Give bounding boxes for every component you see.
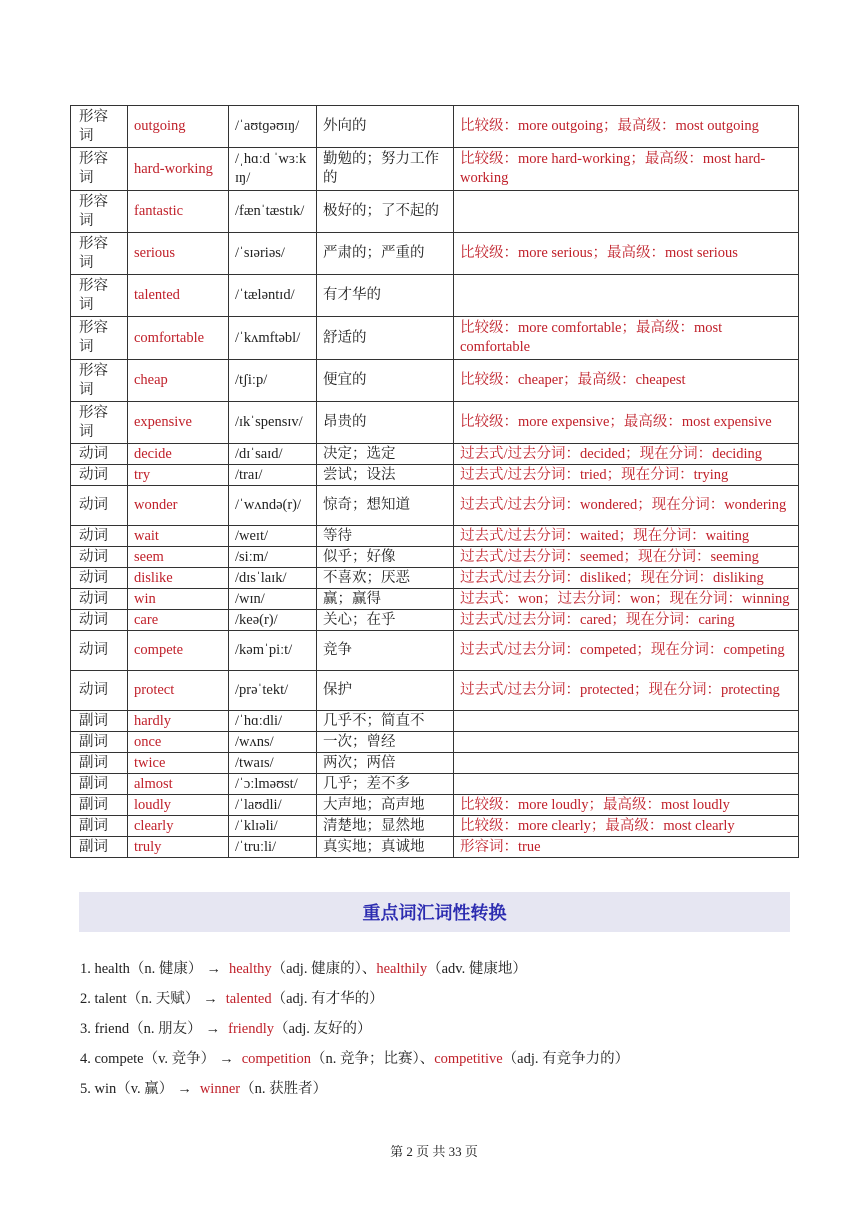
meaning-cell: 严肃的；严重的 (317, 233, 454, 275)
part-of-speech-cell: 形容词 (71, 191, 128, 233)
word-cell: outgoing (128, 106, 229, 148)
conversion-item (80, 988, 629, 1018)
word-cell: fantastic (128, 191, 229, 233)
form-note-cell (454, 275, 799, 317)
word-cell: clearly (128, 816, 229, 837)
table-row (71, 795, 799, 816)
arrow-icon: → (206, 961, 221, 977)
derived-gloss: （n. 获胜者） (240, 1081, 328, 1097)
arrow-icon: → (203, 991, 218, 1007)
part-of-speech-cell: 动词 (71, 610, 128, 631)
derived-word: competition (241, 1051, 311, 1067)
phonetic-cell: /prəˈtekt/ (229, 671, 317, 711)
word-cell: loudly (128, 795, 229, 816)
base-word: 1. health（n. 健康） (80, 961, 203, 977)
conversion-item (80, 1018, 629, 1048)
page-footer: 第 2 页 共 33 页 (390, 1144, 478, 1159)
form-note-cell: 过去式：won；过去分词：won；现在分词：winning (454, 589, 799, 610)
word-cell: talented (128, 275, 229, 317)
derived-gloss: （adj. 有才华的） (271, 991, 384, 1007)
derived-word: winner (199, 1081, 241, 1097)
meaning-cell: 等待 (317, 526, 454, 547)
separator: 、 (419, 1051, 435, 1067)
form-note-cell: 比较级：more serious；最高级：most serious (454, 233, 799, 275)
form-note-cell (454, 774, 799, 795)
table-row (71, 732, 799, 753)
base-word: 4. compete（v. 竞争） (80, 1051, 216, 1067)
part-of-speech-cell: 副词 (71, 774, 128, 795)
part-of-speech-cell: 副词 (71, 732, 128, 753)
meaning-cell: 清楚地；显然地 (317, 816, 454, 837)
word-conversion-list (80, 958, 629, 1108)
derived-gloss: （adj. 健康的） (271, 961, 362, 977)
arrow-icon: → (177, 1081, 192, 1097)
phonetic-cell: /wʌns/ (229, 732, 317, 753)
phonetic-cell: /ˈaʊtɡəʊɪŋ/ (229, 106, 317, 148)
part-of-speech-cell: 形容词 (71, 360, 128, 402)
phonetic-cell: /wɪn/ (229, 589, 317, 610)
form-note-cell: 过去式/过去分词：tried；现在分词：trying (454, 465, 799, 486)
phonetic-cell: /tʃiːp/ (229, 360, 317, 402)
form-note-cell (454, 753, 799, 774)
word-cell: expensive (128, 402, 229, 444)
part-of-speech-cell: 副词 (71, 753, 128, 774)
table-row (71, 233, 799, 275)
table-row (71, 106, 799, 148)
part-of-speech-cell: 副词 (71, 711, 128, 732)
section-title: 重点词汇词性转换 (362, 903, 507, 924)
form-note-cell: 比较级：more comfortable；最高级：most comfortable (454, 317, 799, 360)
arrow-icon: → (219, 1051, 234, 1067)
word-cell: once (128, 732, 229, 753)
phonetic-cell: /ˈlaʊdli/ (229, 795, 317, 816)
base-word: 2. talent（n. 天赋） (80, 991, 200, 1007)
part-of-speech-cell: 动词 (71, 589, 128, 610)
form-note-cell (454, 732, 799, 753)
part-of-speech-cell: 动词 (71, 465, 128, 486)
phonetic-cell: /fænˈtæstɪk/ (229, 191, 317, 233)
meaning-cell: 两次；两倍 (317, 753, 454, 774)
part-of-speech-cell: 副词 (71, 816, 128, 837)
derived-word: talented (225, 991, 272, 1007)
phonetic-cell: /dɪˈsaɪd/ (229, 444, 317, 465)
phonetic-cell: /ˈklɪəli/ (229, 816, 317, 837)
part-of-speech-cell: 形容词 (71, 233, 128, 275)
arrow-icon: → (205, 1021, 221, 1037)
word-cell: truly (128, 837, 229, 858)
table-row (71, 275, 799, 317)
word-cell: compete (128, 631, 229, 671)
phonetic-cell: /ˈɔːlməʊst/ (229, 774, 317, 795)
part-of-speech-cell: 形容词 (71, 317, 128, 360)
table-row (71, 402, 799, 444)
form-note-cell: 过去式/过去分词：decided；现在分词：deciding (454, 444, 799, 465)
table-row (71, 711, 799, 732)
meaning-cell: 不喜欢；厌恶 (317, 568, 454, 589)
conversion-item (80, 1048, 629, 1078)
word-cell: twice (128, 753, 229, 774)
derived-word: competitive (434, 1051, 503, 1067)
meaning-cell: 大声地；高声地 (317, 795, 454, 816)
meaning-cell: 保护 (317, 671, 454, 711)
base-word: 3. friend（n. 朋友） (80, 1021, 202, 1037)
derived-gloss: （adj. 有竞争力的） (502, 1051, 630, 1067)
form-note-cell: 过去式/过去分词：protected；现在分词：protecting (454, 671, 799, 711)
phonetic-cell: /ˈhɑːdli/ (229, 711, 317, 732)
part-of-speech-cell: 动词 (71, 547, 128, 568)
meaning-cell: 似乎；好像 (317, 547, 454, 568)
phonetic-cell: /ˈkʌmftəbl/ (229, 317, 317, 360)
word-cell: seem (128, 547, 229, 568)
meaning-cell: 勤勉的；努力工作的 (317, 148, 454, 191)
word-cell: hardly (128, 711, 229, 732)
word-cell: protect (128, 671, 229, 711)
table-row (71, 610, 799, 631)
form-note-cell: 过去式/过去分词：competed；现在分词：competing (454, 631, 799, 671)
table-row (71, 317, 799, 360)
meaning-cell: 极好的；了不起的 (317, 191, 454, 233)
meaning-cell: 真实地；真诚地 (317, 837, 454, 858)
word-cell: decide (128, 444, 229, 465)
form-note-cell: 过去式/过去分词：seemed；现在分词：seeming (454, 547, 799, 568)
phonetic-cell: /ˌhɑːd ˈwɜːkɪŋ/ (229, 148, 317, 191)
form-note-cell (454, 191, 799, 233)
meaning-cell: 决定；选定 (317, 444, 454, 465)
table-row (71, 526, 799, 547)
word-cell: win (128, 589, 229, 610)
part-of-speech-cell: 形容词 (71, 106, 128, 148)
meaning-cell: 几乎不；简直不 (317, 711, 454, 732)
derived-gloss: （n. 竞争；比赛） (310, 1051, 420, 1067)
part-of-speech-cell: 形容词 (71, 275, 128, 317)
meaning-cell: 惊奇；想知道 (317, 486, 454, 526)
form-note-cell: 形容词：true (454, 837, 799, 858)
phonetic-cell: /dɪsˈlaɪk/ (229, 568, 317, 589)
word-cell: comfortable (128, 317, 229, 360)
table-row (71, 631, 799, 671)
part-of-speech-cell: 动词 (71, 486, 128, 526)
table-row (71, 148, 799, 191)
meaning-cell: 竞争 (317, 631, 454, 671)
phonetic-cell: /weɪt/ (229, 526, 317, 547)
phonetic-cell: /ˈsɪəriəs/ (229, 233, 317, 275)
part-of-speech-cell: 动词 (71, 568, 128, 589)
part-of-speech-cell: 副词 (71, 837, 128, 858)
word-cell: dislike (128, 568, 229, 589)
form-note-cell: 比较级：more expensive；最高级：most expensive (454, 402, 799, 444)
table-row (71, 589, 799, 610)
phonetic-cell: /ɪkˈspensɪv/ (229, 402, 317, 444)
part-of-speech-cell: 形容词 (71, 148, 128, 191)
word-cell: wonder (128, 486, 229, 526)
derived-gloss: （adv. 健康地） (427, 961, 527, 977)
word-cell: try (128, 465, 229, 486)
table-row (71, 837, 799, 858)
vocabulary-table (70, 105, 799, 858)
phonetic-cell: /kəmˈpiːt/ (229, 631, 317, 671)
word-cell: almost (128, 774, 229, 795)
part-of-speech-cell: 形容词 (71, 402, 128, 444)
part-of-speech-cell: 副词 (71, 795, 128, 816)
conversion-item (80, 958, 629, 988)
form-note-cell: 比较级：more outgoing；最高级：most outgoing (454, 106, 799, 148)
phonetic-cell: /keə(r)/ (229, 610, 317, 631)
meaning-cell: 昂贵的 (317, 402, 454, 444)
part-of-speech-cell: 动词 (71, 526, 128, 547)
phonetic-cell: /ˈtæləntɪd/ (229, 275, 317, 317)
word-cell: wait (128, 526, 229, 547)
form-note-cell: 过去式/过去分词：waited；现在分词：waiting (454, 526, 799, 547)
form-note-cell: 比较级：more loudly；最高级：most loudly (454, 795, 799, 816)
word-cell: serious (128, 233, 229, 275)
word-cell: cheap (128, 360, 229, 402)
table-row (71, 191, 799, 233)
table-row (71, 816, 799, 837)
table-row (71, 753, 799, 774)
table-row (71, 444, 799, 465)
form-note-cell: 比较级：more clearly；最高级：most clearly (454, 816, 799, 837)
form-note-cell: 过去式/过去分词：cared；现在分词：caring (454, 610, 799, 631)
form-note-cell (454, 711, 799, 732)
meaning-cell: 有才华的 (317, 275, 454, 317)
table-row (71, 671, 799, 711)
table-row (71, 465, 799, 486)
meaning-cell: 外向的 (317, 106, 454, 148)
conversion-item (80, 1078, 629, 1108)
part-of-speech-cell: 动词 (71, 671, 128, 711)
base-word: 5. win（v. 赢） (80, 1081, 174, 1097)
meaning-cell: 舒适的 (317, 317, 454, 360)
separator: 、 (361, 961, 377, 977)
derived-word: healthily (376, 961, 428, 977)
meaning-cell: 尝试；设法 (317, 465, 454, 486)
meaning-cell: 赢；赢得 (317, 589, 454, 610)
part-of-speech-cell: 动词 (71, 444, 128, 465)
meaning-cell: 一次；曾经 (317, 732, 454, 753)
form-note-cell: 过去式/过去分词：wondered；现在分词：wondering (454, 486, 799, 526)
meaning-cell: 几乎；差不多 (317, 774, 454, 795)
table-row (71, 360, 799, 402)
meaning-cell: 便宜的 (317, 360, 454, 402)
derived-word: healthy (228, 961, 272, 977)
table-row (71, 547, 799, 568)
phonetic-cell: /traɪ/ (229, 465, 317, 486)
form-note-cell: 过去式/过去分词：disliked；现在分词：disliking (454, 568, 799, 589)
phonetic-cell: /twaɪs/ (229, 753, 317, 774)
derived-word: friendly (228, 1021, 275, 1037)
vocabulary-table-body (71, 106, 799, 858)
derived-gloss: （adj. 友好的） (274, 1021, 372, 1037)
form-note-cell: 比较级：cheaper；最高级：cheapest (454, 360, 799, 402)
table-row (71, 568, 799, 589)
word-cell: care (128, 610, 229, 631)
word-cell: hard-working (128, 148, 229, 191)
phonetic-cell: /ˈtruːli/ (229, 837, 317, 858)
table-row (71, 774, 799, 795)
meaning-cell: 关心；在乎 (317, 610, 454, 631)
part-of-speech-cell: 动词 (71, 631, 128, 671)
section-title-banner (79, 892, 790, 932)
phonetic-cell: /siːm/ (229, 547, 317, 568)
table-row (71, 486, 799, 526)
phonetic-cell: /ˈwʌndə(r)/ (229, 486, 317, 526)
form-note-cell: 比较级：more hard-working；最高级：most hard-working (454, 148, 799, 191)
